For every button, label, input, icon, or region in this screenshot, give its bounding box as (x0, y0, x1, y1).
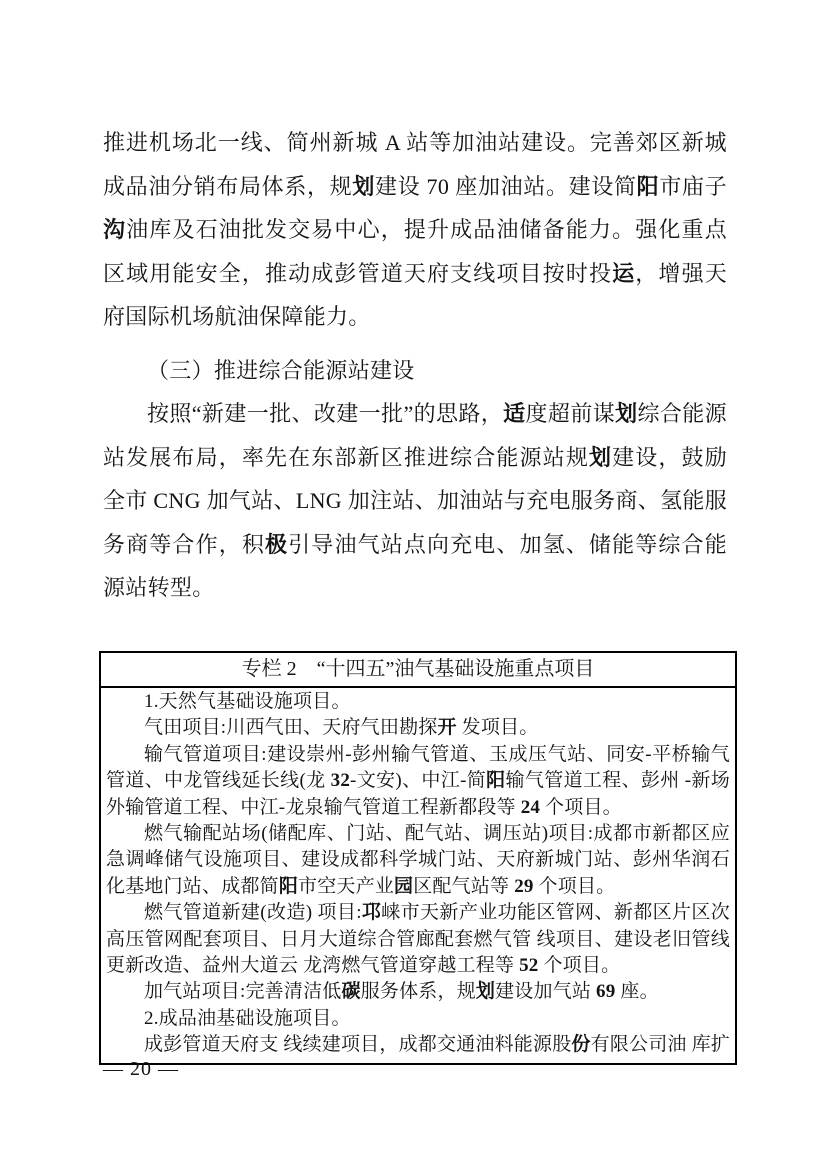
paragraph-integrated-energy-stations: 按照“新建一批、改建一批”的思路，适度超前谋划综合能源站发展布局，率先在东部新区推进综合能源站规划建设，鼓励全市 CNG 加气站、LNG 加注站、加油站与充电服务商、氢能服务商等合作，积极引导油气站点向充电、加氢、储能等综合能源站转型。 (103, 401, 728, 600)
panel-item-pipeline-projects: 输气管道项目:建设崇州-彭州输气管道、玉成压气站、同安-平桥输气管道、中龙管线延长线(龙 32-文安)、中江-简阳输气管道工程、彭州 -新场外输管道工程、中江-龙泉输气管道工程新都段等 24 个项目。 (106, 743, 730, 818)
page-number: — 20 — (103, 1058, 179, 1080)
panel-item-gasfield-projects: 气田项目:川西气田、天府气田勘探开 发项目。 (144, 717, 539, 739)
body-text-column (103, 121, 727, 610)
panel-item-distribution-stations: 燃气输配站场(储配库、门站、配气站、调压站)项目:成都市新都区应急调峰储气设施项目、建设成都科学城门站、天府新城门站、彭州华润石化基地门站、成都简阳市空天产业园区配气站等 29 个项目。 (106, 823, 730, 897)
panel-item-gas-infra-heading: 1.天然气基础设施项目。 (144, 691, 351, 712)
panel-item-oil-infra-heading: 2.成品油基础设施项目。 (144, 1007, 351, 1029)
column-2-panel (99, 651, 737, 1065)
paragraph-fuel-stations: 推进机场北一线、简州新城 A 站等加油站建设。完善郊区新城成品油分销布局体系，规划建设 70 座加油站。建设简阳市庙子沟油库及石油批发交易中心，提升成品油储备能力。强化重点区域用能安全，推动成彭管道天府支线项目按时投运，增强天府国际机场航油保障能力。 (103, 130, 728, 329)
panel-item-refueling-stations: 加气站项目:完善清洁低碳服务体系，规划建设加气站 69 座。 (144, 981, 659, 1003)
panel-item-chengpeng-pipeline: 成彭管道天府支 线续建项目，成都交通油料能源股份有限公司油 库扩 (144, 1034, 730, 1056)
section-heading-3: （三）推进综合能源站建设 (147, 357, 415, 383)
panel-body (101, 688, 735, 1063)
panel-item-new-rebuild-pipelines: 燃气管道新建(改造) 项目:邛崃市天新产业功能区管网、新都区片区次高压管网配套项目、日月大道综合管廊配套燃气管 线项目、建设老旧管线更新改造、益州大道云 龙湾燃气管道穿越工程等 52 个项目。 (106, 902, 731, 977)
panel-title: 专栏 2 “十四五”油气基础设施重点项目 (101, 653, 735, 688)
